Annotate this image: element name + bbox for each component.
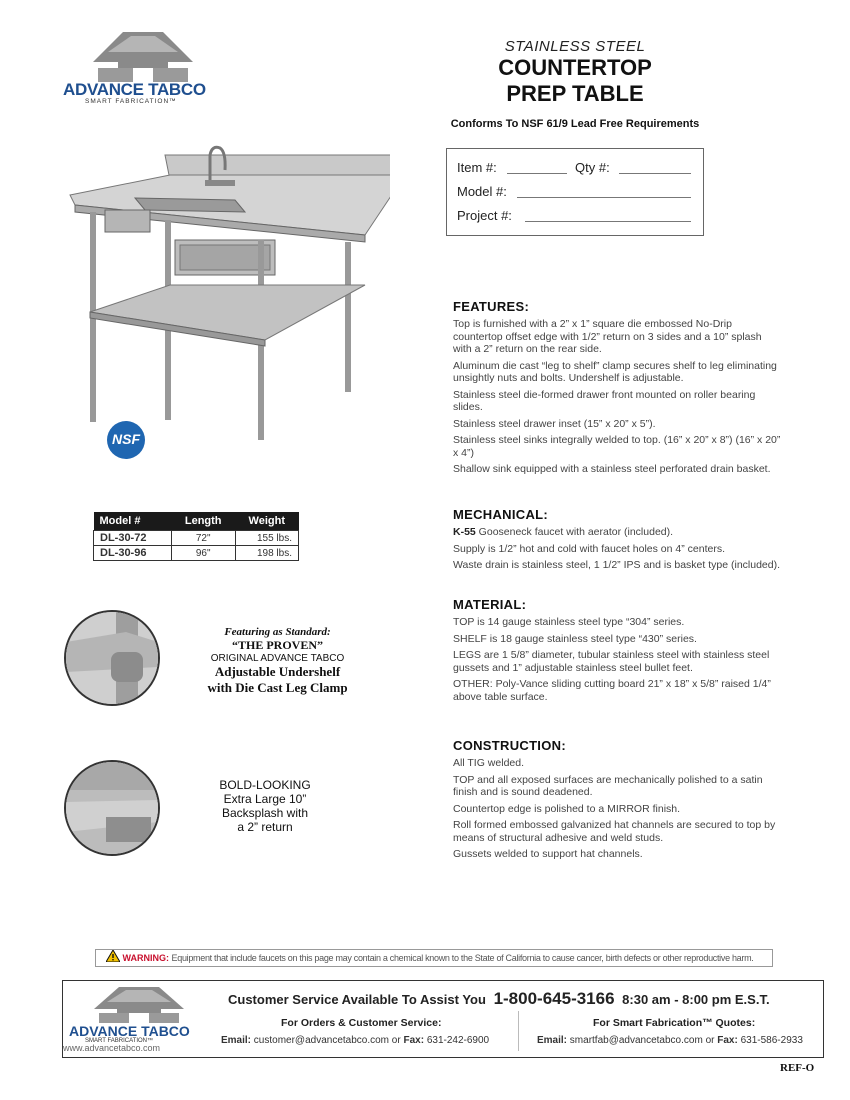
feature-die-cast: with Die Cast Leg Clamp (207, 680, 348, 695)
features-item: Stainless steel drawer inset (15” x 20” x 5”). (453, 417, 656, 430)
item-field[interactable] (507, 173, 567, 174)
smart-fax: 631-586-2933 (740, 1035, 803, 1046)
footer-logo (69, 985, 209, 1045)
orders-email[interactable]: customer@advancetabco.com (253, 1035, 390, 1046)
warning-icon (106, 950, 120, 967)
col-header-weight: Weight (235, 512, 298, 531)
title-line-1: COUNTERTOP (498, 55, 652, 80)
logo-mark-icon (69, 985, 209, 1023)
project-field[interactable] (525, 221, 691, 222)
feature2-line2: Extra Large 10” (223, 792, 307, 806)
backsplash-closeup-image (64, 760, 160, 856)
smart-email[interactable]: smartfab@advancetabco.com (569, 1035, 703, 1046)
feature-adjustable: Adjustable Undershelf (214, 664, 341, 679)
footer-divider (518, 1011, 519, 1051)
col-header-length: Length (171, 512, 235, 531)
brand-tagline: SMART FABRICATION™ (85, 1038, 154, 1044)
material-item: SHELF is 18 gauge stainless steel type “430” series. (453, 632, 697, 645)
length-cell: 72" (171, 531, 235, 546)
construction-item: TOP and all exposed surfaces are mechanically polished to a satin finish and is sound deadened. (453, 773, 763, 798)
logo-mark-icon (63, 30, 223, 85)
table-row (94, 531, 299, 546)
model-field[interactable] (517, 197, 691, 198)
material-item: LEGS are 1 5/8” diameter, tubular stainless steel with stainless steel gussets and 1” adjustable stainless steel bullet feet. (453, 649, 770, 674)
model-spec-table (93, 512, 299, 561)
or-text: or (391, 1035, 401, 1046)
construction-item: Roll formed embossed galvanized hat channels are secured to top by means of structural adhesive and weld studs. (453, 819, 776, 844)
title-block (440, 38, 710, 107)
construction-item: Gussets welded to support hat channels. (453, 848, 643, 860)
model-label: Model #: (457, 184, 507, 199)
fax-label: Fax: (717, 1035, 738, 1046)
material-heading: MATERIAL: (453, 597, 527, 612)
mechanical-heading: MECHANICAL: (453, 507, 549, 522)
construction-heading: CONSTRUCTION: (453, 738, 566, 753)
hours-text: 8:30 am - 8:00 pm E.S.T. (622, 992, 770, 1007)
leg-clamp-closeup-image (64, 610, 160, 706)
qty-field[interactable] (619, 173, 691, 174)
features-item: Stainless steel sinks integrally welded to top. (16” x 20” x 8”) (16” x 20” x 4”) (453, 434, 781, 459)
col-header-model: Model # (94, 512, 172, 531)
smart-heading: For Smart Fabrication™ Quotes: (593, 1017, 756, 1029)
ref-code: REF-O (780, 1062, 815, 1074)
email-label: Email: (537, 1035, 568, 1046)
mechanical-item: Waste drain is stainless steel, 1 1/2” IPS and is basket type (included). (453, 559, 781, 571)
feature2-line4: a 2” return (237, 820, 293, 834)
orders-heading: For Orders & Customer Service: (281, 1017, 442, 1029)
construction-section (453, 738, 783, 865)
prep-table-image (60, 140, 390, 450)
weight-cell: 155 lbs. (235, 531, 298, 546)
nsf-conforms-note: Conforms To NSF 61/9 Lead Free Requirements (450, 118, 700, 130)
mechanical-section (453, 507, 783, 576)
cs-text: Customer Service Available To Assist You (228, 992, 486, 1007)
feature-proven: “THE PROVEN” (231, 638, 323, 652)
item-info-box (446, 148, 704, 236)
mechanical-item: Supply is 1/2” hot and cold with faucet holes on 4” centers. (453, 542, 725, 555)
title-line-2: PREP TABLE (506, 81, 644, 106)
brand-logo (63, 30, 223, 110)
item-label: Item #: (457, 160, 497, 175)
feature-featuring: Featuring as Standard: (224, 626, 331, 638)
features-item: Shallow sink equipped with a stainless steel perforated drain basket. (453, 463, 771, 475)
smart-contact (537, 1035, 803, 1046)
project-label: Project #: (457, 208, 512, 223)
faucet-model: K-55 (453, 526, 476, 538)
warning-label: WARNING: (122, 953, 170, 963)
orders-fax: 631-242-6900 (426, 1035, 490, 1046)
footer-box (62, 980, 824, 1058)
brand-tagline: SMART FABRICATION™ (85, 98, 177, 105)
faucet-desc: Gooseneck faucet with aerator (included). (475, 526, 674, 538)
title-subtitle: STAINLESS STEEL (504, 38, 646, 55)
weight-cell: 198 lbs. (235, 546, 298, 561)
website-link[interactable]: www.advancetabco.com (63, 1043, 161, 1053)
brand-name: ADVANCE TABCO (63, 80, 206, 99)
nsf-label: NSF (112, 431, 140, 447)
mechanical-item (453, 526, 783, 539)
fax-label: Fax: (403, 1035, 425, 1046)
email-label: Email: (221, 1035, 252, 1046)
feature-leg-clamp-text (180, 626, 375, 696)
model-cell: DL-30-72 (94, 531, 172, 546)
material-item: OTHER: Poly-Vance sliding cutting board 21” x 18” x 5/8” raised 1/4” above table surface. (453, 678, 771, 703)
qty-label: Qty #: (575, 160, 610, 175)
customer-service-line (228, 989, 818, 1009)
construction-item: Countertop edge is polished to a MIRROR finish. (453, 802, 681, 815)
warning-text: Equipment that include faucets on this page may contain a chemical known to the State of California to cause cancer, birth defects or other reproductive harm. (171, 953, 754, 963)
feature-original: ORIGINAL ADVANCE TABCO (210, 653, 345, 664)
feature2-line1: BOLD-LOOKING (219, 778, 311, 792)
prop65-warning (95, 949, 773, 967)
construction-item: All TIG welded. (453, 757, 525, 769)
length-cell: 96" (171, 546, 235, 561)
orders-contact (221, 1035, 489, 1046)
nsf-certification-icon (106, 420, 146, 460)
features-item: Top is furnished with a 2” x 1” square die embossed No-Drip countertop offset edge with 1/2” return on 3 sides and a 10” splash with a 2” return on the rear side. (453, 318, 762, 355)
brand-name: ADVANCE TABCO (69, 1023, 190, 1039)
features-section (453, 299, 783, 480)
phone-number[interactable]: 1-800-645-3166 (493, 989, 615, 1008)
feature-backsplash-text (200, 778, 330, 834)
table-row (94, 546, 299, 561)
material-section (453, 597, 783, 707)
features-item: Aluminum die cast “leg to shelf” clamp secures shelf to leg eliminating unsightly nuts and bolts. Undershelf is adjustable. (453, 359, 777, 384)
or-text: or (705, 1035, 715, 1046)
model-cell: DL-30-96 (94, 546, 172, 561)
features-item: Stainless steel die-formed drawer front mounted on roller bearing slides. (453, 388, 756, 413)
features-heading: FEATURES: (453, 299, 530, 314)
feature2-line3: Backsplash with (221, 806, 309, 820)
material-item: TOP is 14 gauge stainless steel type “304” series. (453, 616, 685, 628)
